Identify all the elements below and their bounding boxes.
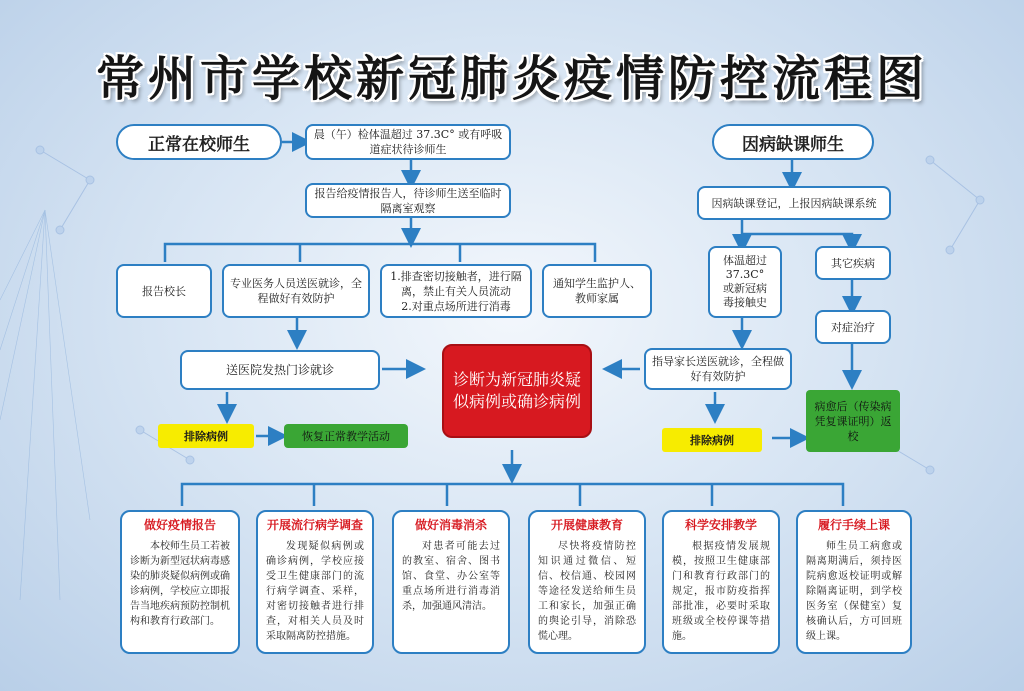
measure-card xyxy=(796,510,912,654)
measure-card xyxy=(120,510,240,654)
resume-node: 恢复正常教学活动 xyxy=(284,424,408,448)
guide-parents-node: 指导家长送医就诊，全程做好有效防护 xyxy=(644,348,792,390)
exclude-left-node: 排除病例 xyxy=(158,424,254,448)
measure-body: 本校师生员工若被诊断为新型冠状病毒感染的肺炎疑似病例或确诊病例，学校应立即报告当地疾病预防控制机构和教育行政部门。 xyxy=(130,541,230,627)
report-principal-node: 报告校长 xyxy=(116,264,212,318)
hospital-fever-node: 送医院发热门诊就诊 xyxy=(180,350,380,390)
contacts-node: 1.排查密切接触者，进行隔离，禁止有关人员流动 2.对重点场所进行消毒 xyxy=(380,264,532,318)
measure-title: 履行手续上课 xyxy=(817,518,890,532)
temp-check-node: 晨（午）检体温超过 37.3C° 或有呼吸道症状待诊师生 xyxy=(305,124,511,160)
temp-over-node: 体温超过 37.3C° 或新冠病 毒接触史 xyxy=(708,246,782,318)
exclude-right-node: 排除病例 xyxy=(662,428,762,452)
left-start-node: 正常在校师生 xyxy=(116,124,282,160)
report-staff-node: 报告给疫情报告人，待诊师生送至临时隔离室观察 xyxy=(305,183,511,218)
measure-card xyxy=(662,510,780,654)
measure-body: 对患者可能去过的教室、宿舍、图书馆、食堂、办公室等重点场所进行消毒消杀，加强通风清洁。 xyxy=(402,541,500,612)
measure-card xyxy=(392,510,510,654)
measure-body: 师生员工病愈或隔离期满后，须持医院病愈返校证明或解除隔离证明，到学校医务室（保健室）复核确认后，方可回班级上课。 xyxy=(806,541,902,642)
measure-title: 做好消毒消杀 xyxy=(414,518,487,532)
other-disease-node: 其它疾病 xyxy=(815,246,891,280)
medical-escort-node: 专业医务人员送医就诊，全程做好有效防护 xyxy=(222,264,370,318)
measure-body: 发现疑似病例或确诊病例，学校应接受卫生健康部门的流行病学调查、采样，对密切接触者进行排查，对相关人员及时采取隔离防控措施。 xyxy=(266,541,364,642)
absent-register-node: 因病缺课登记，上报因病缺课系统 xyxy=(697,186,891,220)
measure-title: 开展健康教育 xyxy=(550,518,623,532)
measure-card xyxy=(256,510,374,654)
diagnosis-node: 诊断为新冠肺炎疑似病例或确诊病例 xyxy=(442,344,592,438)
measure-title: 开展流行病学调查 xyxy=(266,518,363,532)
measure-body: 根据疫情发展规模，按照卫生健康部门和教育行政部门的规定，报市防疫指挥部批准，必要时采取班级或全校停课等措施。 xyxy=(672,541,770,642)
notify-parents-node: 通知学生监护人、教师家属 xyxy=(542,264,652,318)
measure-title: 做好疫情报告 xyxy=(143,518,216,532)
symptomatic-node: 对症治疗 xyxy=(815,310,891,344)
measure-card xyxy=(528,510,646,654)
recovered-node: 病愈后（传染病凭复课证明）返校 xyxy=(806,390,900,452)
page-title: 常州市学校新冠肺炎疫情防控流程图 xyxy=(95,51,928,107)
measure-title: 科学安排教学 xyxy=(684,518,757,532)
right-start-node: 因病缺课师生 xyxy=(712,124,874,160)
measure-body: 尽快将疫情防控知识通过微信、短信、校信通、校园网等途径发送给师生员工和家长，加强正确的舆论引导，消除恐慌心理。 xyxy=(538,541,636,642)
